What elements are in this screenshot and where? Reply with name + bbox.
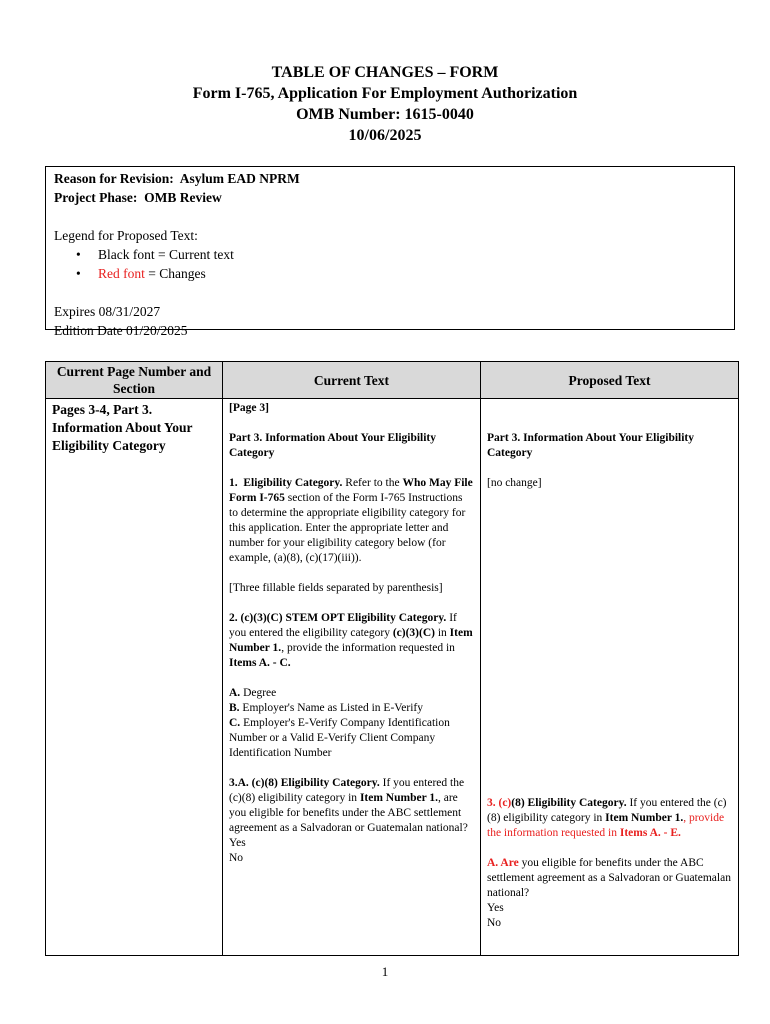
proposed-no-change: [no change] bbox=[487, 477, 542, 489]
proposed-no-option: No bbox=[487, 917, 502, 929]
current-no-option: No bbox=[229, 852, 244, 864]
phase-value: OMB Review bbox=[144, 190, 222, 205]
header-current-text: Current Text bbox=[223, 362, 481, 399]
proposed-text-cell bbox=[481, 399, 739, 956]
phase-label: Project Phase: bbox=[54, 190, 138, 205]
edition-date: Edition Date 01/20/2025 bbox=[54, 323, 188, 338]
proposed-part-heading: Part 3. Information About Your Eligibility Category bbox=[487, 432, 695, 459]
proposed-item-3a: A. Are you eligible for benefits under the ABC settlement agreement as a Salvadoran or Guatemalan national? Yes No bbox=[487, 857, 731, 929]
title-line-2: Form I-765, Application For Employment Authorization bbox=[192, 85, 578, 102]
page-tag: [Page 3] bbox=[229, 402, 269, 414]
legend-list bbox=[54, 245, 726, 283]
red-font-sample: Red font bbox=[98, 266, 145, 281]
revision-info-box bbox=[45, 166, 735, 338]
document-title-block bbox=[0, 62, 770, 146]
proposed-item-3: 3. (c)(8) Eligibility Category. If you entered the (c)(8) eligibility category in Item Number 1., provide the information requested in Items A. - E. bbox=[487, 797, 727, 839]
reason-line bbox=[54, 169, 726, 188]
phase-line bbox=[54, 188, 726, 207]
current-part-heading: Part 3. Information About Your Eligibility Category bbox=[229, 432, 437, 459]
current-item-2-subitems: A. Degree B. Employer's Name as Listed in E-Verify C. Employer's E-Verify Company Identification Number or a Valid E-Verify Client Company Identification Number bbox=[229, 687, 450, 759]
title-line-1: TABLE OF CHANGES – FORM bbox=[271, 64, 499, 81]
omb-number: OMB Number: 1615-0040 bbox=[296, 106, 474, 123]
legend-title: Legend for Proposed Text: bbox=[54, 228, 198, 243]
page-number: 1 bbox=[381, 964, 389, 979]
current-item-1: 1. Eligibility Category. Refer to the Who May File Form I-765 section of the Form I-765 Instructions to determine the appropriate eligibility category for this application. Enter the appropriate letter and number for your eligibility category below (for example, (a)(8), (c)(17)(iii)). bbox=[229, 477, 473, 564]
current-item-3a: 3.A. (c)(8) Eligibility Category. If you entered the (c)(8) eligibility category in Item Number 1., are you eligible for benefits under the ABC settlement agreement as a Salvadoran or Guatemalan national? Yes No bbox=[229, 776, 474, 866]
table-row bbox=[46, 399, 739, 956]
current-text-cell bbox=[223, 399, 481, 956]
document-date: 10/06/2025 bbox=[348, 127, 422, 144]
reason-label: Reason for Revision: bbox=[54, 171, 174, 186]
table-header-row bbox=[46, 362, 739, 399]
legend-item-black: • Black font = Current text bbox=[98, 245, 726, 264]
proposed-yes-option: Yes bbox=[487, 902, 504, 914]
current-yes-option: Yes bbox=[229, 837, 246, 849]
expiration-date: Expires 08/31/2027 bbox=[54, 304, 161, 319]
current-item-2: 2. (c)(3)(C) STEM OPT Eligibility Category. If you entered the eligibility category (c)(3)(C) in Item Number 1., provide the information requested in Items A. - C. bbox=[229, 612, 473, 669]
legend-item-red: • Red font = Changes bbox=[98, 264, 726, 283]
changes-table bbox=[45, 361, 739, 956]
section-cell: Pages 3-4, Part 3. Information About Your Eligibility Category bbox=[46, 399, 223, 956]
reason-value: Asylum EAD NPRM bbox=[179, 171, 300, 186]
header-proposed-text: Proposed Text bbox=[481, 362, 739, 399]
header-section: Current Page Number and Section bbox=[46, 362, 223, 399]
fillable-note: [Three fillable fields separated by parenthesis] bbox=[229, 582, 443, 594]
